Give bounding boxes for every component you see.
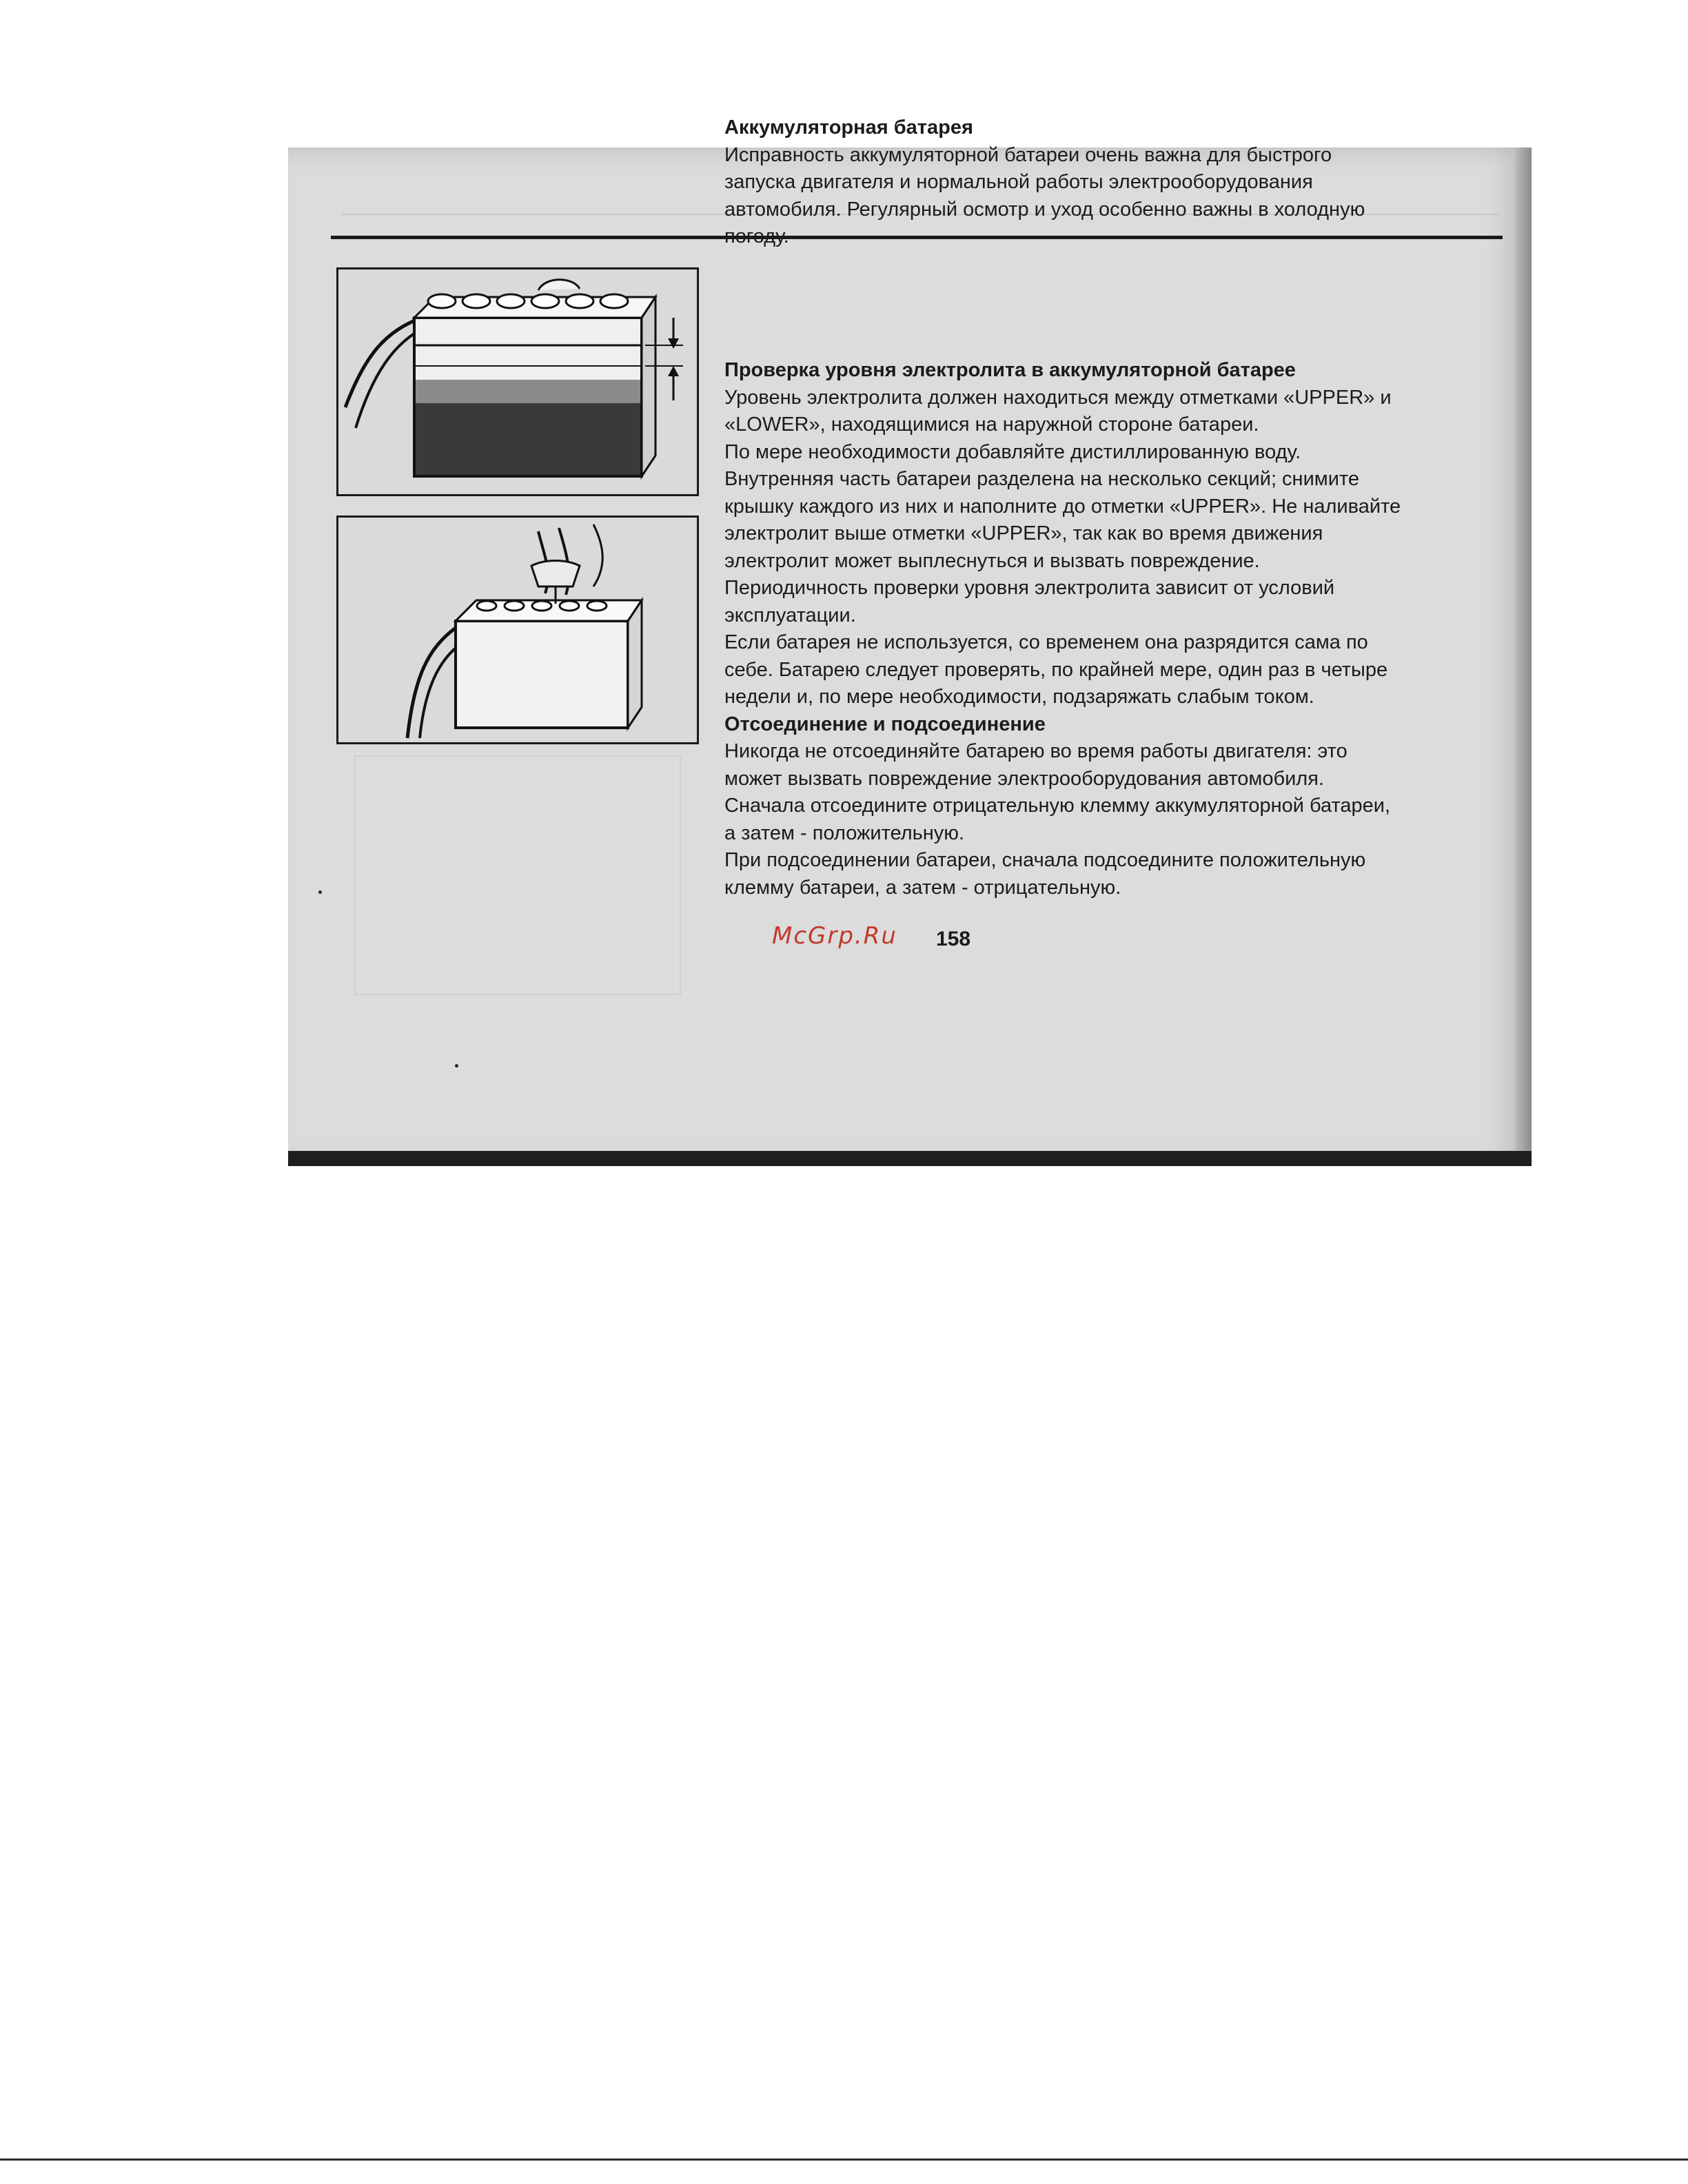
watermark-text: McGrp.Ru [772,922,897,950]
section-title: Отсоединение и подсоединение [724,713,1046,735]
text-line: а затем - положительную. [724,821,965,844]
text-line: погоду. [724,225,789,247]
text-line: Уровень электролита должен находиться между отметками «UPPER» и [724,386,1392,409]
battery-level-illustration [336,267,699,496]
section-title: Аккумуляторная батарея [724,116,973,139]
text-line: По мере необходимости добавляйте дистиллированную воду. [724,440,1301,463]
text-line: Периодичность проверки уровня электролита зависит от условий [724,577,1335,599]
text-line: электролит может выплеснуться и вызвать повреждение. [724,549,1260,572]
text-line: Если батарея не используется, со временем она разрядится сама по [724,631,1368,653]
text-line: автомобиля. Регулярный осмотр и уход особенно важны в холодную [724,198,1365,221]
bottom-divider [0,2159,1688,2161]
adding-water-illustration [336,516,699,744]
text-line: крышку каждого из них и наполните до отметки «UPPER». Не наливайте [724,495,1401,518]
text-line: Сначала отсоедините отрицательную клемму аккумуляторной батареи, [724,795,1391,817]
battery-level-drawing [338,269,697,494]
text-line: Никогда не отсоединяйте батарею во время работы двигателя: это [724,740,1348,762]
text-line: Исправность аккумуляторной батареи очень важна для быстрого [724,143,1332,166]
page-number: 158 [936,928,971,950]
text-line: недели и, по мере необходимости, подзаряжать слабым током. [724,686,1314,708]
scan-speck [318,890,322,894]
text-line: При подсоединении батареи, сначала подсоедините положительную [724,849,1366,871]
text-line: «LOWER», находящимися на наружной стороне батареи. [724,414,1259,436]
scan-bottom-edge [288,1151,1532,1166]
scan-speck [455,1064,458,1068]
text-line: запуска двигателя и нормальной работы электрооборудования [724,171,1313,193]
text-line: может вызвать повреждение электрооборудования автомобиля. [724,767,1324,790]
section-title: Проверка уровня электролита в аккумуляторной батарее [724,359,1296,381]
text-line: эксплуатации. [724,604,856,626]
battery-section [724,114,1524,251]
text-line: клемму батареи, а затем - отрицательную. [724,876,1121,899]
adding-water-drawing [338,518,697,742]
text-line: себе. Батарею следует проверять, по крайней мере, один раз в четыре [724,658,1388,681]
bleed-through-figure [354,755,681,995]
text-line: электролит выше отметки «UPPER», так как во время движения [724,522,1323,544]
electrolyte-section [724,357,1524,901]
text-line: Внутренняя часть батареи разделена на несколько секций; снимите [724,468,1359,490]
